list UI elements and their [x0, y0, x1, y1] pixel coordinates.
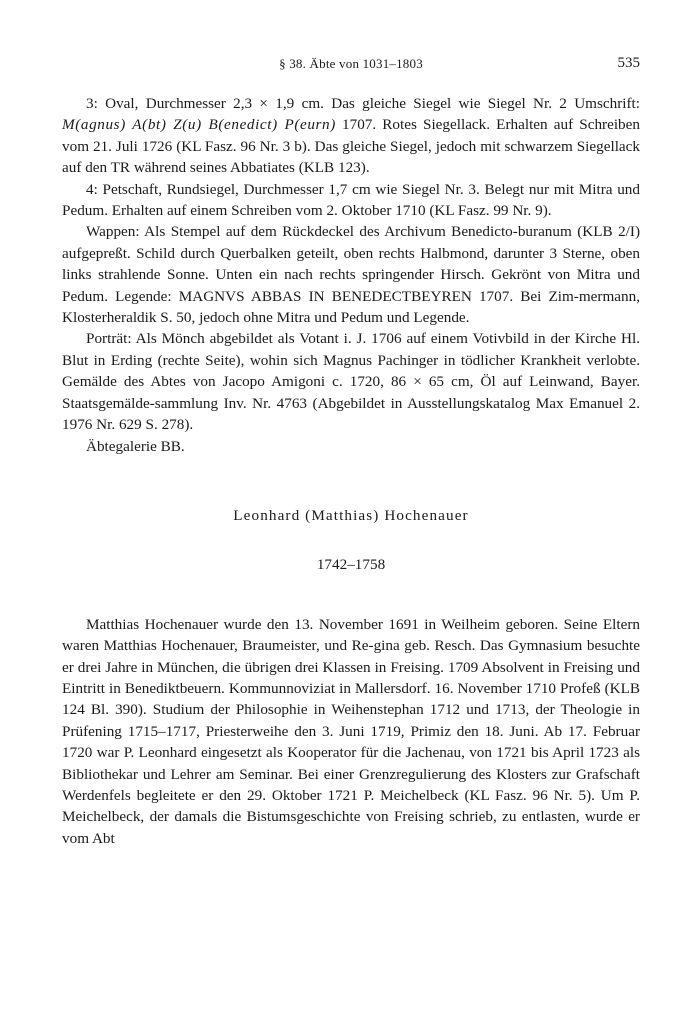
seal-inscription: M(agnus) A(bt) Z(u) B(enedict) P(eurn): [62, 116, 336, 134]
paragraph-portrait: Porträt: Als Mönch abgebildet als Votant i. J. 1706 auf einem Votivbild in der Kirche Hl. Blut in Erding (rechte Seite), wohin sich Magnus Pachinger in tödlicher Krankheit verlobte. Gemälde des Abtes von Jacopo Amigoni c. 1720, 86 × 65 cm, Öl auf Leinwand, Bayer. Staatsgemälde-sammlung Inv. Nr. 4763 (Abgebildet in Ausstellungskatalog Max Emanuel 2. 1976 Nr. 629 S. 278).: [62, 330, 640, 434]
section-heading: Leonhard (Matthias) Hochenauer: [233, 506, 469, 524]
paragraph-biography: Matthias Hochenauer wurde den 13. November 1691 in Weilheim geboren. Seine Eltern waren Matthias Hochenauer, Braumeister, und Re-gina geb. Resch. Das Gymnasium besuchte er drei Jahre in München, die übrigen drei Klassen in Freising. 1709 Absolvent in Freising und Eintritt in Benediktbeuern. Kommunnoviziat in Mallersdorf. 16. November 1710 Profeß (KLB 124 Bl. 390). Studium der Philosophie in Weihenstephan 1712 und 1713, der Theologie in Prüfening 1715–1717, Priesterweihe den 3. Juni 1719, Primiz den 18. Juni. Ab 17. Februar 1720 war P. Leonhard eingesetzt als Kooperator für die Jachenau, von 1721 bis April 1723 als Bibliothekar und Lehrer am Seminar. Bei einer Grenzregulierung des Klosters zur Grafschaft Werdenfels begleitete er den 29. Oktober 1721 P. Meichelbeck (KL Fasz. 96 Nr. 5). Um P. Meichelbeck, der damals die Bistumsgeschichte von Freising schrieb, zu entlasten, wurde er vom Abt: [62, 615, 640, 847]
page-number: 535: [617, 55, 640, 71]
paragraph-seal-3: [62, 93, 640, 179]
paragraph-abbot-gallery: Äbtegalerie BB.: [86, 437, 185, 455]
paragraph-seal-4: 4: Petschaft, Rundsiegel, Durchmesser 1,7 cm wie Siegel Nr. 3. Belegt nur mit Mitra und Pedum. Erhalten auf einem Schreiben vom 2. Oktober 1710 (KL Fasz. 99 Nr. 9).: [62, 180, 640, 220]
body-text: [62, 93, 640, 849]
paragraph-seal-3-text-a: 3: Oval, Durchmesser 2,3 × 1,9 cm. Das gleiche Siegel wie Siegel Nr. 2 Umschrift:: [86, 95, 640, 112]
paragraph-seal-3-text-b: 1707. Rotes Siegellack. Erhalten auf Schreiben vom 21. Juli 1726 (KL Fasz. 96 Nr. 3 b). Das gleiche Siegel, jedoch mit schwarzem Siegellack auf den TR während seines Abbatiates (KLB 123).: [62, 116, 640, 177]
paragraph-coat-of-arms: Wappen: Als Stempel auf dem Rückdeckel des Archivum Benedicto-buranum (KLB 2/I) aufgepreßt. Schild durch Querbalken geteilt, oben rechts Halbmond, darunter 3 Sterne, oben links strahlende Sonne. Unten ein nach rechts springender Hirsch. Gekrönt von Mitra und Pedum. Legende: MAGNVS ABBAS IN BENEDECTBEYREN 1707. Bei Zim-mermann, Klosterheraldik S. 50, jedoch ohne Mitra und Pedum und Legende.: [62, 223, 640, 327]
running-header: [62, 56, 640, 80]
running-header-title: § 38. Äbte von 1031–1803: [279, 56, 423, 71]
section-years: 1742–1758: [316, 556, 386, 574]
